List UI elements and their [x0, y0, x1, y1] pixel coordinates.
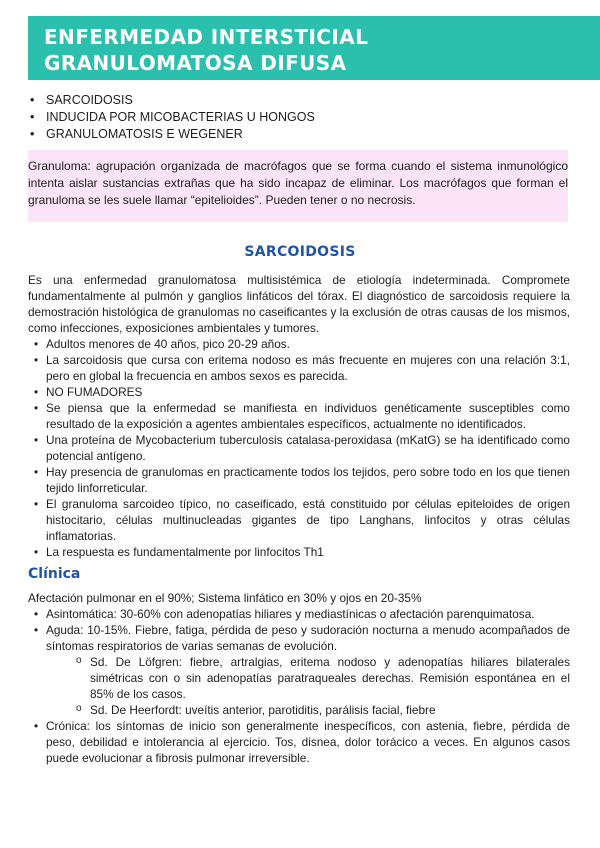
list-item: • Una proteína de Mycobacterium tuberculosis catalasa-peroxidasa (mKatG) se ha identificado como potencial antígeno. [28, 432, 570, 464]
clinica-bullets [28, 606, 570, 766]
list-item: • La sarcoidosis que cursa con eritema nodoso es más frecuente en mujeres con una relación 3:1, pero en global la frecuencia en ambos sexos es parecida. [28, 352, 570, 384]
aguda-sublist [46, 654, 570, 718]
list-item: • Crónica: los síntomas de inicio son generalmente inespecíficos, con astenia, fiebre, pérdida de peso, debilidad e intolerancia al ejercicio. Tos, disnea, dolor torácico a veces. En algunos casos puede evolucionar a fibrosis pulmonar irreversible. [28, 718, 570, 766]
section-title-clinica: Clínica [28, 566, 81, 582]
list-item: • Asintomática: 30-60% con adenopatías hiliares y mediastínicas o afectación parenquimatosa. [28, 606, 570, 622]
page-title: ENFERMEDAD INTERSTICIAL GRANULOMATOSA DIFUSA [44, 25, 369, 75]
list-item: • GRANULOMATOSIS E WEGENER [30, 126, 315, 143]
list-item: • El granuloma sarcoideo típico, no caseificado, está constituido por células epiteloides de origen histocitario, células multinucleadas gigantes de tipo Langhans, linfocitos y otras células inflamatorias. [28, 496, 570, 544]
definition-text: Granuloma: agrupación organizada de macrófagos que se forma cuando el sistema inmunológico intenta aislar sustancias extrañas que ha sido incapaz de eliminar. Los macrófagos que forman el granuloma se les suele llamar “epitelioides”. Pueden tener o no necrosis. [28, 159, 568, 207]
title-banner [28, 16, 600, 80]
clinica-intro: Afectación pulmonar en el 90%; Sistema linfático en 30% y ojos en 20-35% [28, 591, 422, 605]
clinica-aguda: Aguda: 10-15%. Fiebre, fatiga, pérdida de peso y sudoración nocturna a menudo acompañados de síntomas respiratorios de varias semanas de evolución. [46, 623, 570, 653]
sublist-item: o Sd. De Heerfordt: uveítis anterior, parotiditis, parálisis facial, fiebre [46, 702, 570, 718]
types-list [30, 92, 315, 143]
list-item: • Hay presencia de granulomas en practicamente todos los tejidos, pero sobre todo en los que tienen tejido linforreticular. [28, 464, 570, 496]
sarcoidosis-body [28, 272, 570, 766]
sarcoidosis-bullets [28, 336, 570, 560]
definition-box [28, 150, 568, 222]
list-item: • NO FUMADORES [28, 384, 570, 400]
list-item [28, 622, 570, 718]
section-title-sarcoidosis: SARCOIDOSIS [244, 244, 356, 260]
list-item: • La respuesta es fundamentalmente por linfocitos Th1 [28, 544, 570, 560]
list-item: • SARCOIDOSIS [30, 92, 315, 109]
list-item: • Adultos menores de 40 años, pico 20-29 años. [28, 336, 570, 352]
list-item: • Se piensa que la enfermedad se manifiesta en individuos genéticamente susceptibles como resultado de la exposición a agentes ambientales específicos, actualmente no identificados. [28, 400, 570, 432]
sarcoidosis-intro: Es una enfermedad granulomatosa multisistémica de etiología indeterminada. Compromete fundamentalmente al pulmón y ganglios linfáticos del tórax. El diagnóstico de sarcoidosis requiere la demostración histológica de granulomas no caseificantes y la exclusión de otras causas de los mismos, como infecciones, exposiciones ambientales y tumores. [28, 273, 570, 335]
sublist-item: o Sd. De Löfgren: fiebre, artralgias, eritema nodoso y adenopatías hiliares bilaterales simétricas con o sin adenopatías paratraqueales derechas. Remisión espontánea en el 85% de los casos. [46, 654, 570, 702]
list-item: • INDUCIDA POR MICOBACTERIAS U HONGOS [30, 109, 315, 126]
